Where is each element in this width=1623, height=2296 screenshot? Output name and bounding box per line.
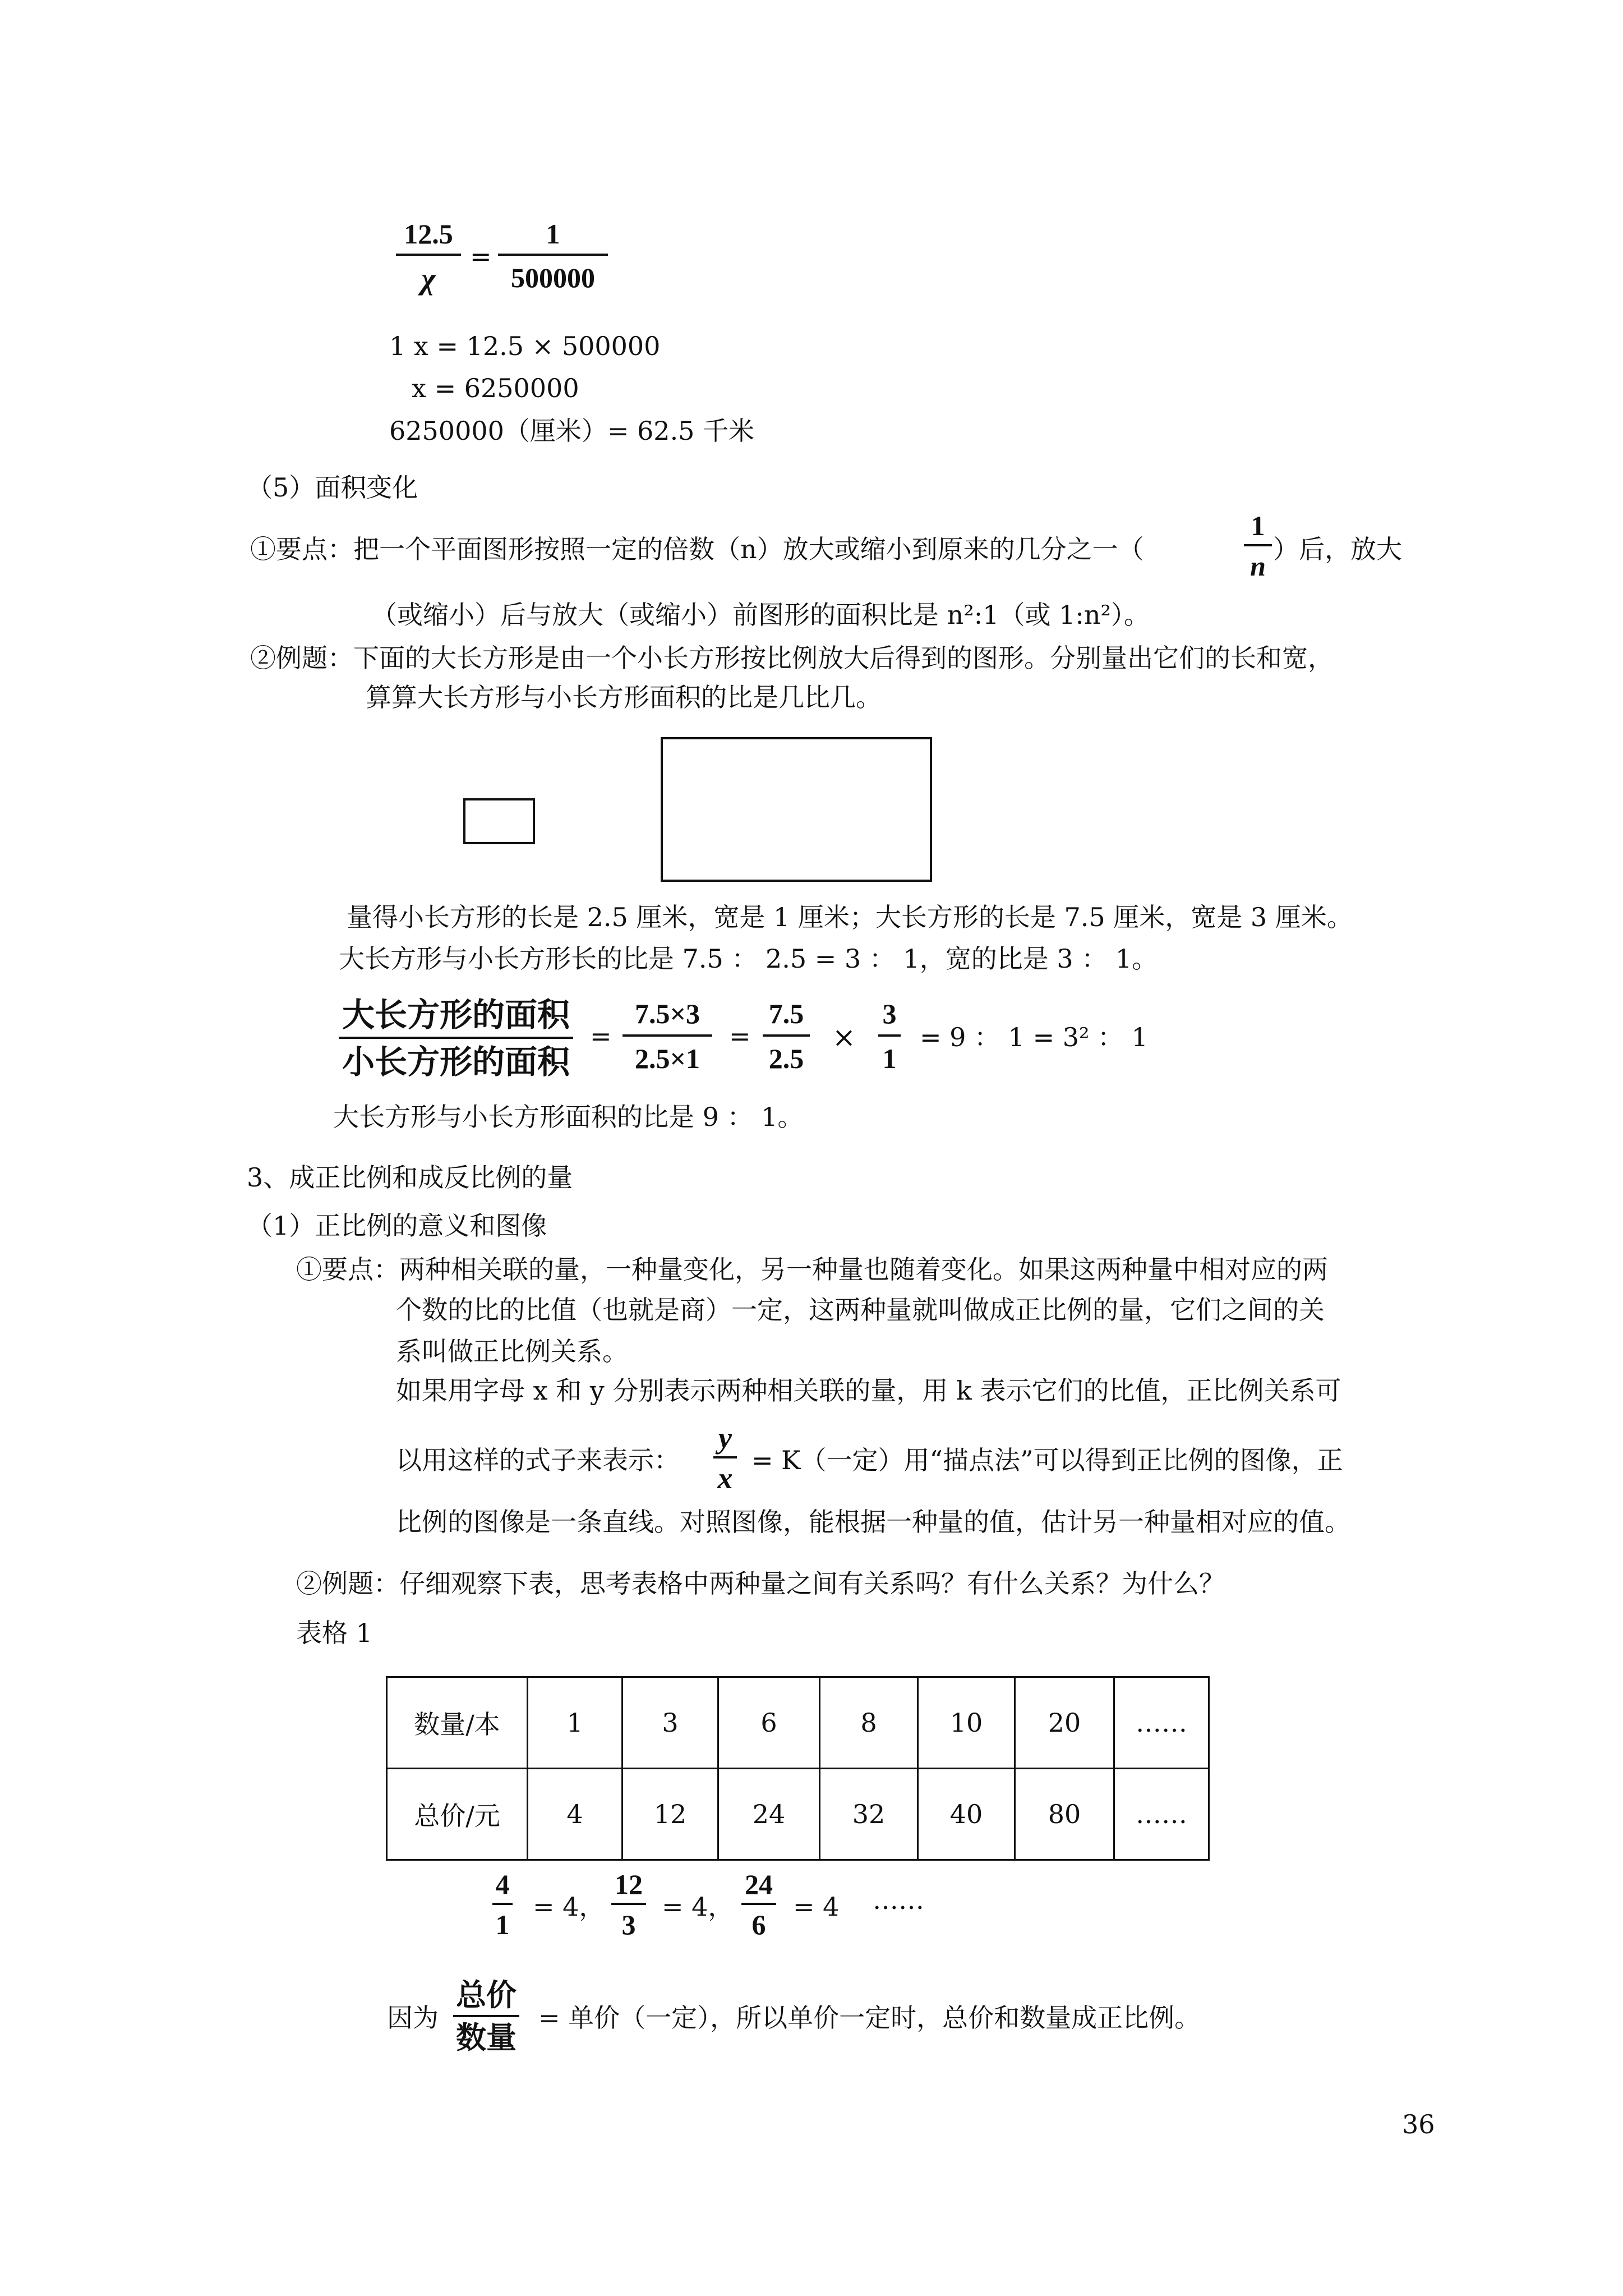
equals-a: = [590, 1021, 612, 1051]
fraction-12.5-over-x [396, 220, 461, 294]
calc-line-2: x = 6250000 [412, 373, 579, 403]
table-cell: 数量/本 [387, 1677, 528, 1769]
numerator: 4 [495, 1869, 510, 1900]
numerator: y [718, 1421, 732, 1455]
fraction-3-over-1 [878, 1000, 901, 1073]
denominator: 2.5×1 [635, 1043, 700, 1074]
equals-sign: = [470, 241, 492, 272]
table-row [387, 1769, 1209, 1860]
denominator: χ [421, 262, 436, 296]
table-row [387, 1677, 1209, 1769]
denominator: 500000 [511, 262, 595, 293]
table-cell: 40 [918, 1769, 1015, 1860]
fraction-1-over-n [1244, 512, 1272, 580]
numerator: 7.5 [768, 998, 804, 1029]
table-cell: …… [1114, 1769, 1209, 1860]
ratio-result-3: = 4 [793, 1892, 840, 1922]
table-cell: 6 [718, 1677, 820, 1769]
page-number: 36 [1402, 2109, 1435, 2139]
table-cell: 3 [623, 1677, 718, 1769]
calc-line-1: 1 x = 12.5 × 500000 [389, 331, 661, 361]
table-cell: 4 [528, 1769, 623, 1860]
section-5-heading: （5）面积变化 [247, 472, 418, 503]
fraction-4-over-1 [492, 1870, 513, 1939]
ratio-ellipsis: …… [873, 1885, 924, 1915]
denominator: x [717, 1461, 733, 1495]
table-label: 表格 1 [296, 1618, 372, 1648]
calc-line-3: 6250000（厘米）= 62.5 千米 [389, 416, 755, 446]
numerator: 3 [882, 998, 897, 1029]
area-ratio-result: = 9 ： 1 = 3² ： 1 [920, 1022, 1148, 1052]
point-para-2: 个数的比的比值（也就是商）一定，这两种量就叫做成正比例的量，它们之间的关 [396, 1295, 1325, 1325]
table-cell: 20 [1015, 1677, 1114, 1769]
example-question: ②例题：仔细观察下表，思考表格中两种量之间有关系吗？有什么关系？为什么？ [296, 1568, 1225, 1599]
ratio-result-2: = 4， [662, 1892, 734, 1922]
denominator: 1 [495, 1909, 510, 1940]
point-line-2: （或缩小）后与放大（或缩小）前图形的面积比是 n²:1（或 1:n²）。 [371, 600, 1150, 630]
denominator: 1 [882, 1043, 897, 1074]
area-conclusion: 大长方形与小长方形面积的比是 9 ： 1。 [333, 1102, 804, 1132]
numerator: 7.5×3 [635, 998, 700, 1029]
point-para-4: 如果用字母 x 和 y 分别表示两种相关联的量，用 k 表示它们的比值，正比例关系可 [396, 1375, 1341, 1406]
numerator: 24 [745, 1869, 773, 1900]
fraction-total-over-quantity [453, 1977, 519, 2055]
measure-line-1: 量得小长方形的长是 2.5 厘米，宽是 1 厘米；大长方形的长是 7.5 厘米，宽是 3 厘米。 [347, 902, 1353, 932]
numerator: 1 [546, 218, 560, 250]
point-para-3: 系叫做正比例关系。 [396, 1336, 628, 1366]
numerator: 1 [1251, 510, 1265, 541]
measure-line-2: 大长方形与小长方形长的比是 7.5 ： 2.5 = 3 ： 1，宽的比是 3 ： 1。 [339, 944, 1158, 974]
small-rectangle [463, 798, 535, 844]
times-sign: × [832, 1021, 856, 1053]
table-cell: 32 [820, 1769, 918, 1860]
ratio-result-1: = 4， [533, 1892, 605, 1922]
example-line-1: ②例题：下面的大长方形是由一个小长方形按比例放大后得到的图形。分别量出它们的长和宽， [250, 643, 1334, 673]
table-cell: 24 [718, 1769, 820, 1860]
table-cell: 10 [918, 1677, 1015, 1769]
point-text-b: ）后，放大 [1273, 534, 1402, 564]
table-cell: 80 [1015, 1769, 1114, 1860]
point-para-1: ①要点：两种相关联的量，一种量变化，另一种量也随着变化。如果这两种量中相对应的两 [296, 1254, 1328, 1285]
because-text-b: = 单价（一定），所以单价一定时，总价和数量成正比例。 [538, 2003, 1201, 2033]
numerator: 12.5 [404, 218, 453, 250]
equals-b: = [729, 1021, 751, 1051]
point-para-5a: 以用这样的式子来表示： [396, 1445, 680, 1475]
point-para-5b: = K（一定）用“描点法”可以得到正比例的图像，正 [751, 1445, 1343, 1475]
fraction-y-over-x [713, 1423, 737, 1493]
denominator: 6 [751, 1909, 766, 1940]
table-cell: 8 [820, 1677, 918, 1769]
fraction-1-over-500000 [498, 220, 608, 292]
large-rectangle [661, 737, 932, 882]
table-cell: 1 [528, 1677, 623, 1769]
numerator: 大长方形的面积 [342, 996, 570, 1034]
denominator: 3 [621, 1909, 636, 1940]
point-para-6: 比例的图像是一条直线。对照图像，能根据一种量的值，估计另一种量相对应的值。 [396, 1507, 1350, 1537]
fraction-12-over-3 [611, 1870, 646, 1939]
fraction-7.5x3-over-2.5x1 [623, 1000, 712, 1073]
table-cell: 总价/元 [387, 1769, 528, 1860]
point-text-a: ①要点：把一个平面图形按照一定的倍数（n）放大或缩小到原来的几分之一（ [250, 534, 1144, 564]
fraction-7.5-over-2.5 [763, 1000, 810, 1073]
denominator: n [1250, 550, 1266, 582]
denominator: 数量 [456, 2020, 517, 2055]
denominator: 小长方形的面积 [342, 1043, 570, 1081]
numerator: 12 [615, 1869, 643, 1900]
table-cell: …… [1114, 1677, 1209, 1769]
example-line-2: 算算大长方形与小长方形面积的比是几比几。 [366, 682, 882, 712]
price-table [386, 1676, 1210, 1861]
denominator: 2.5 [768, 1043, 804, 1074]
numerator: 总价 [456, 1977, 517, 2013]
table-cell: 12 [623, 1769, 718, 1860]
section-3-heading: 3、成正比例和成反比例的量 [247, 1162, 573, 1193]
subsection-1-heading: （1）正比例的意义和图像 [247, 1211, 547, 1241]
because-text-a: 因为 [387, 2003, 439, 2033]
fraction-24-over-6 [741, 1870, 776, 1939]
area-ratio-fraction [339, 996, 573, 1081]
